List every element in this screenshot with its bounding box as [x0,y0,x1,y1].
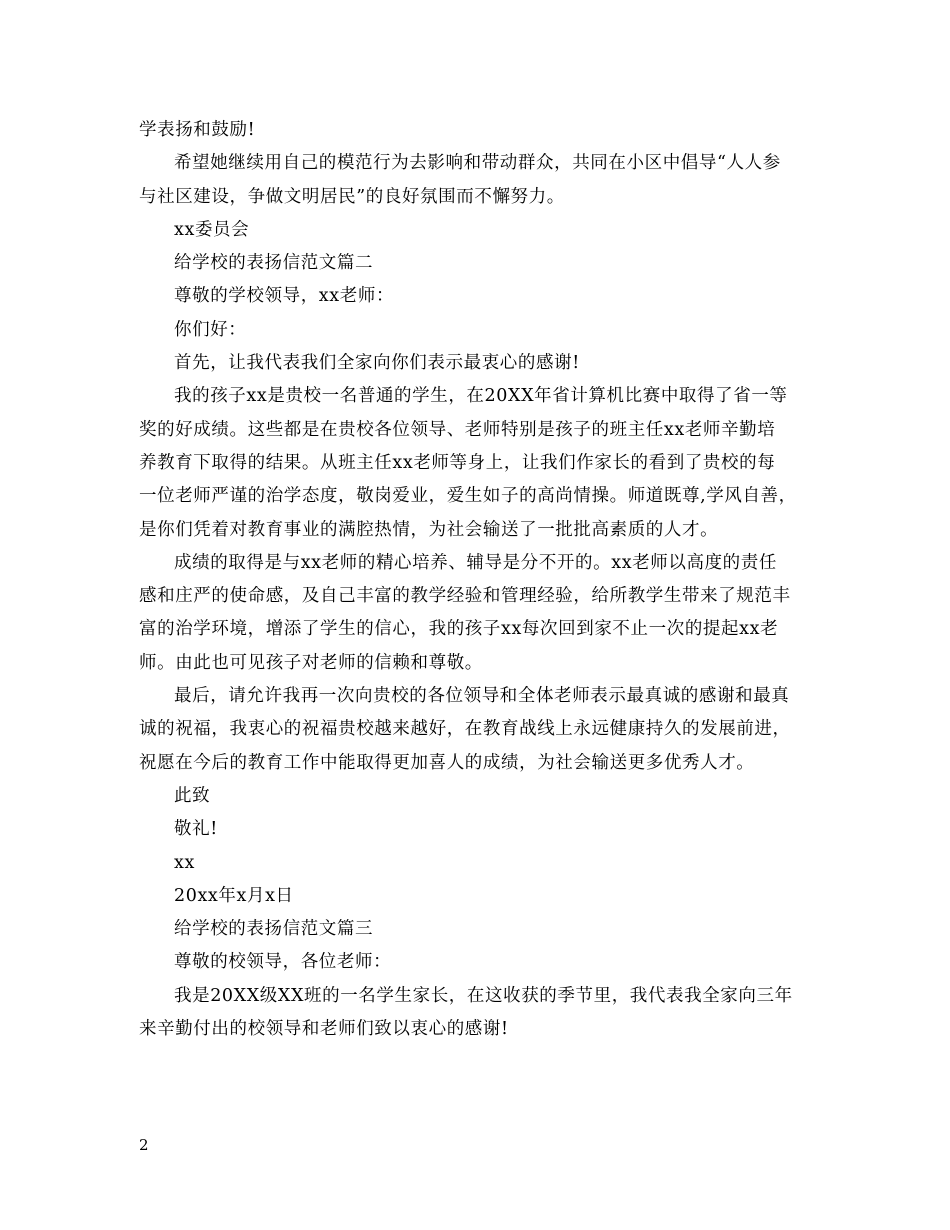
text-line: 学表扬和鼓励! [139,120,256,140]
text-line: 敬礼! [174,819,218,840]
text-line: 20xx年x月x日 [174,885,294,906]
text-line: 给学校的表扬信范文篇三 [174,919,374,940]
text-line: 此致 [174,785,211,806]
text-line: 养教育下取得的结果。从班主任xx老师等身上，让我们作家长的看到了贵校的每 [139,452,776,473]
text-line: 给学校的表扬信范文篇二 [174,253,374,274]
text-line: xx [174,852,195,873]
text-line: 是你们凭着对教育事业的满腔热情，为社会输送了一批批高素质的人才。 [139,519,719,540]
text-line: xx委员会 [174,219,250,240]
text-line: 尊敬的学校领导，xx老师： [174,286,395,307]
text-line: 你们好： [174,319,247,340]
text-line: 祝愿在今后的教育工作中能取得更加喜人的成绩，为社会输送更多优秀人才。 [139,752,755,773]
text-line: 一位老师严谨的治学态度，敬岗爱业，爱生如子的高尚情操。师道既尊,学风自善， [139,486,797,507]
text-line: 奖的好成绩。这些都是在贵校各位领导、老师特别是孩子的班主任xx老师辛勤培 [139,419,776,440]
text-line: 来辛勤付出的校领导和老师们致以衷心的感谢! [139,1019,509,1040]
text-line: 最后，请允许我再一次向贵校的各位领导和全体老师表示最真诚的感谢和最真 [174,686,790,707]
page-number: 2 [139,1136,149,1154]
text-line: 师。由此也可见孩子对老师的信赖和尊敬。 [139,652,483,673]
text-line: 诚的祝福，我衷心的祝福贵校越来越好，在教育战线上永远健康持久的发展前进， [139,719,791,740]
text-line: 我是20XX级XX班的一名学生家长，在这收获的季节里，我代表我全家向三年 [174,985,793,1006]
text-line: 与社区建设，争做文明居民”的良好氛围而不懈努力。 [139,186,565,207]
text-line: 成绩的取得是与xx老师的精心培养、辅导是分不开的。xx老师以高度的责任 [174,552,777,573]
text-line: 我的孩子xx是贵校一名普通的学生，在20XX年省计算机比赛中取得了省一等 [174,386,788,407]
text-line: 尊敬的校领导，各位老师： [174,952,392,973]
text-line: 感和庄严的使命感，及自己丰富的教学经验和管理经验，给所教学生带来了规范丰 [139,586,791,607]
text-line: 富的治学环境，增添了学生的信心，我的孩子xx每次回到家不止一次的提起xx老 [139,619,779,640]
document-body [139,114,829,1046]
text-line: 首先，让我代表我们全家向你们表示最衷心的感谢! [174,353,580,374]
text-line: 希望她继续用自己的模范行为去影响和带动群众，共同在小区中倡导“人人参 [174,153,781,174]
